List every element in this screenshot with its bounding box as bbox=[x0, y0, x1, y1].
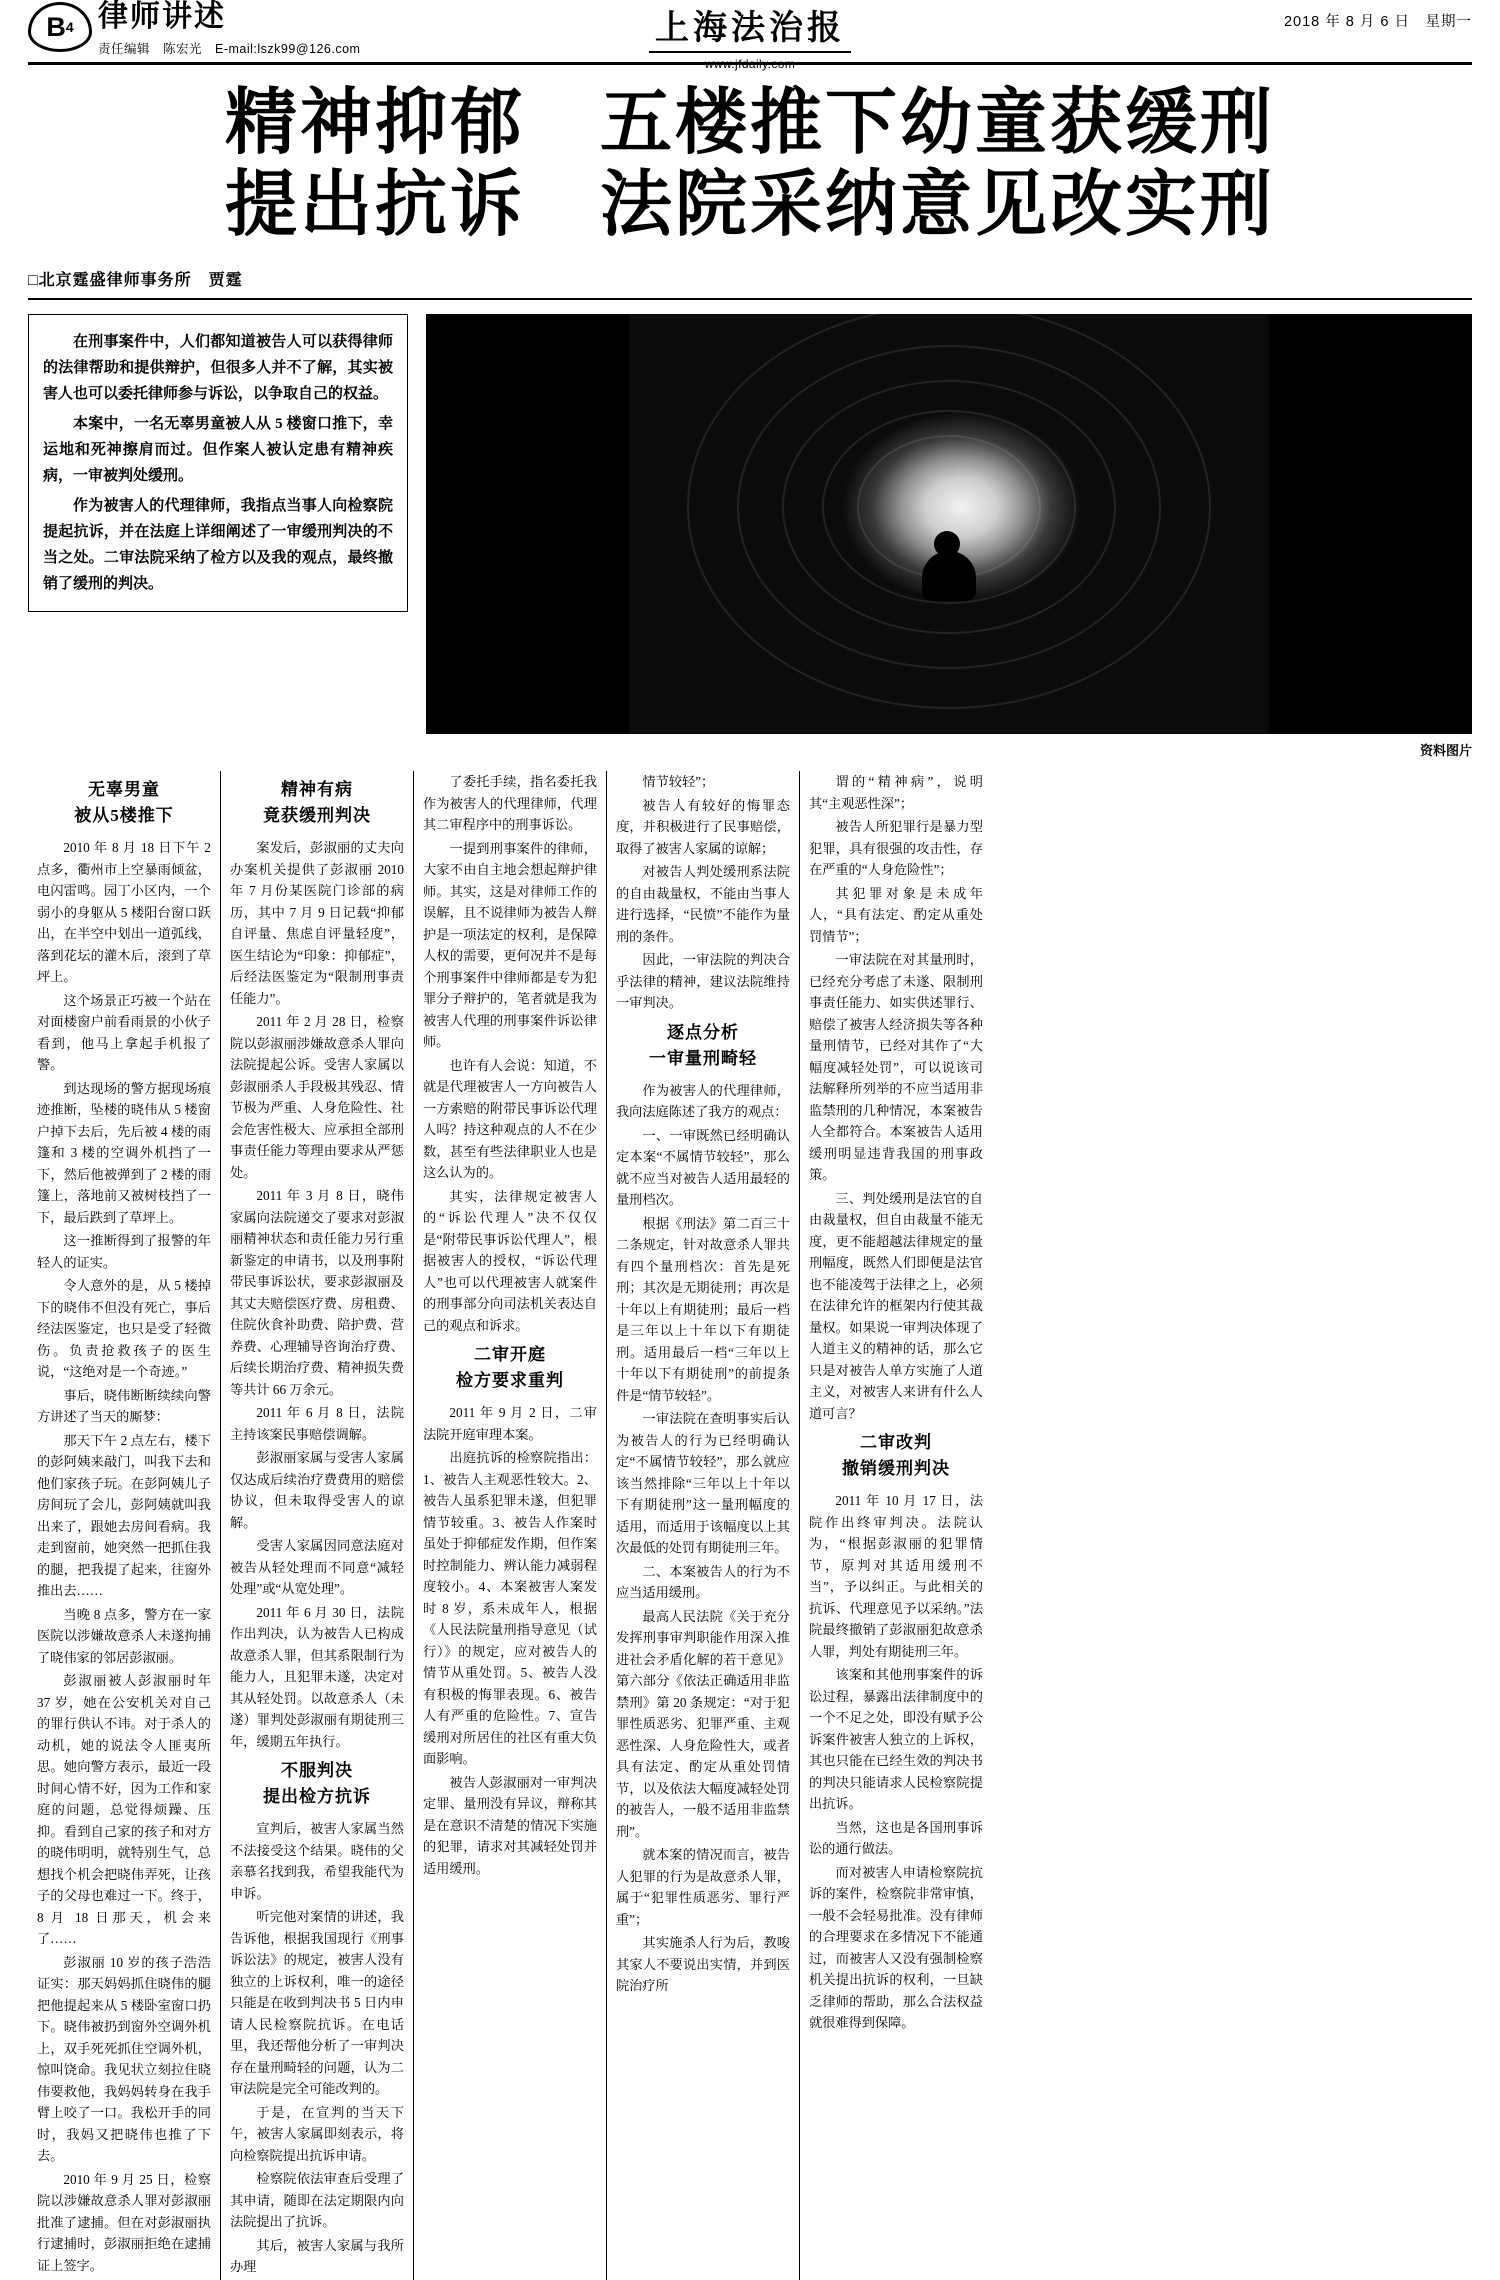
paragraph: 那天下午 2 点左右，楼下的彭阿姨来敲门，叫我下去和他们家孩子玩。在彭阿姨儿子房间玩了会儿，彭阿姨就叫我出来了，跟她去房间看病。我走到窗前，她突然一把抓住我的腿，把我提了起来，往窗外推出去…… bbox=[37, 1432, 211, 1598]
column-1 bbox=[28, 771, 221, 2280]
paragraph: 因此，一审法院的判决合乎法律的精神，建议法院维持一审判决。 bbox=[616, 952, 790, 1010]
lead-paragraph: 在刑事案件中，人们都知道被告人可以获得律师的法律帮助和提供辩护，但很多人并不了解，其实被害人也可以委托律师参与诉讼，以争取自己的权益。 bbox=[43, 334, 393, 402]
paragraph: 二、本案被告人的行为不应当适用缓刑。 bbox=[616, 1563, 790, 1600]
section-badge-letter: B bbox=[46, 11, 66, 42]
paragraph: 最高人民法院《关于充分发挥刑事审判职能作用深入推进社会矛盾化解的若干意见》第六部分《依法正确适用非监禁刑》第 20 条规定：“对于犯罪性质恶劣、犯罪严重、主观恶性深、人身危险性大，或者具有法定、酌定从重处罚情节，以及依法大幅度减轻处罚的被告人，一般不适用非监禁刑”。 bbox=[616, 1608, 790, 1839]
paragraph: 该案和其他刑事案件的诉讼过程，暴露出法律制度中的一个不足之处，即没有赋予公诉案件被害人独立的上诉权，其也只能在已经生效的判决书的判决只能请求人民检察院提出抗诉。 bbox=[809, 1667, 983, 1811]
paragraph: 2011 年 2 月 28 日，检察院以彭淑丽涉嫌故意杀人罪向法院提起公诉。受害人家属以彭淑丽杀人手段极其残忍、情节极为严重、人身危险性、社会危害性极大、应承担全部刑事责任能力等理由要求从严惩处。 bbox=[230, 1014, 404, 1180]
paragraph: 于是，在宣判的当天下午，被害人家属即刻表示，将向检察院提出抗诉申请。 bbox=[230, 2104, 404, 2163]
paragraph: 受害人家属因同意法庭对被告从轻处理而不同意“减轻处理”或“从宽处理”。 bbox=[230, 1538, 404, 1596]
paragraph: 2011 年 9 月 2 日，二审法院开庭审理本案。 bbox=[423, 1405, 597, 1442]
section-heading-1 bbox=[37, 777, 211, 829]
paragraph: 其后，被害人家属与我所办理 bbox=[230, 2237, 404, 2274]
paragraph: 2010 年 9 月 25 日，检察院以涉嫌故意杀人罪对彭淑丽批准了逮捕。但在对彭淑丽执行逮捕时，彭淑丽拒绝在逮捕证上签字。 bbox=[37, 2171, 211, 2273]
section-heading-3-line1: 不服判决 bbox=[281, 1761, 353, 1780]
paragraph: 2010 年 8 月 18 日下午 2 点多，衢州市上空暴雨倾盆，电闪雷鸣。园丁小区内，一个弱小的身躯从 5 楼阳台窗口跃出，在半空中划出一道弧线，落到花坛的灌木后，滚到了草坪上。 bbox=[37, 840, 211, 984]
paper-url: www.jfdaily.com bbox=[704, 57, 796, 71]
paragraph: 作为被害人的代理律师，我向法庭陈述了我方的观点： bbox=[616, 1082, 790, 1119]
paragraph: 检察院依法审查后受理了其申请，随即在法定期限内向法院提出了抗诉。 bbox=[230, 2171, 404, 2229]
paragraph: 宣判后，被害人家属当然不法接受这个结果。晓伟的父亲慕名找到我，希望我能代为申诉。 bbox=[230, 1821, 404, 1901]
paper-nameplate bbox=[649, 0, 851, 71]
section-title: 律师讲述 bbox=[98, 0, 226, 34]
column-5 bbox=[800, 771, 992, 2280]
paragraph: 对被告人判处缓刑系法院的自由裁量权，不能由当事人进行选择，“民愤”不能作为量刑的条件。 bbox=[616, 864, 790, 944]
issue-date: 2018 年 8 月 6 日 星期一 bbox=[1283, 14, 1472, 30]
paragraph: 被告人所犯罪行是暴力型犯罪，具有很强的攻击性，存在严重的“人身危险性”； bbox=[809, 819, 983, 877]
section-heading-3-line2: 提出检方抗诉 bbox=[263, 1787, 371, 1806]
paragraph: 就本案的情况而言，被告人犯罪的行为是故意杀人罪，属于“犯罪性质恶劣、罪行严重”； bbox=[616, 1847, 790, 1927]
photo-caption: 资料图片 bbox=[1419, 743, 1472, 758]
headline-line-2: 提出抗诉 法院采纳意见改实刑 bbox=[224, 161, 1275, 246]
paragraph: 一提到刑事案件的律师，大家不由自主地会想起辩护律师。其实，这是对律师工作的误解，且不说律师为被告人辩护是一项法定的权利，是保障人权的需要，更何况并不是每个刑事案件中律师都是专为犯罪分子辩护的，笔者就是我为被害人代理的刑事案件诉讼律师。 bbox=[423, 840, 597, 1049]
paper-name: 上海法治报 bbox=[649, 0, 851, 53]
column-2 bbox=[221, 771, 414, 2280]
section-badge bbox=[28, 2, 92, 52]
paragraph: 2011 年 6 月 8 日，法院主持该案民事赔偿调解。 bbox=[230, 1405, 404, 1442]
section-heading-2-line1: 精神有病 bbox=[281, 780, 353, 799]
paragraph: 2011 年 3 月 8 日，晓伟家属向法院递交了要求对彭淑丽精神状态和责任能力另行重新鉴定的申请书，以及刑事附带民事诉讼状，要求彭淑丽及其丈夫赔偿医疗费、房租费、住院伙食补助费、陪护费、营养费、心理辅导咨询治疗费、后续长期治疗费、精神损失费等共计 66 万余元。 bbox=[230, 1188, 404, 1397]
section-heading-1-line1: 无辜男童 bbox=[88, 780, 160, 799]
section-heading-6-line2: 撤销缓刑判决 bbox=[842, 1459, 950, 1478]
silhouette-figure bbox=[920, 531, 978, 601]
paragraph: 彭淑丽 10 岁的孩子浩浩证实：那天妈妈抓住晓伟的腿把他提起来从 5 楼卧室窗口扔下。晓伟被扔到窗外空调外机上，双手死死抓住空调外机，惊叫饶命。我见状立刻拉住晓伟要救他，我妈妈转身在我手臂上咬了一口。我松开手的同时，我妈又把晓伟也推了下去。 bbox=[37, 1954, 211, 2163]
paragraph: 2011 年 10 月 17 日，法院作出终审判决。法院认为，“根据彭淑丽的犯罪情节，原判对其适用缓刑不当”，予以纠正。与此相关的抗诉、代理意见予以采纳。”法院最终撤销了彭淑丽犯故意杀人罪，判处有期徒刑三年。 bbox=[809, 1493, 983, 1659]
paragraph: 彭淑丽被人彭淑丽时年 37 岁，她在公安机关对自己的罪行供认不讳。对于杀人的动机，她的说法令人匪夷所思。她向警方表示，最近一段时间心情不好，因为工作和家庭的问题，总觉得烦躁、压抑。看到自己家的孩子和对方的晓伟明明，就特别生气，总想找个机会把晓伟弄死，让孩子的父母也难过一下。终于，8 月 18 日那天，机会来了…… bbox=[37, 1673, 211, 1946]
paragraph: 谓的“精神病”，说明其“主观恶性深”； bbox=[809, 774, 983, 811]
paragraph: 其实施杀人行为后，教唆其家人不要说出实情，并到医院治疗所 bbox=[616, 1935, 790, 1993]
section-heading-2-line2: 竟获缓刑判决 bbox=[263, 806, 371, 825]
paragraph: 也许有人会说：知道，不就是代理被害人一方向被告人一方索赔的附带民事诉讼代理人吗？持这种观点的人不在少数，甚至有些法律职业人也是这么认为的。 bbox=[423, 1057, 597, 1180]
headline-line-1: 精神抑郁 五楼推下幼童获缓刑 bbox=[224, 79, 1275, 164]
lead-paragraph: 本案中，一名无辜男童被人从 5 楼窗口推下，幸运地和死神擦肩而过。但作案人被认定患有精神疾病，一审被判处缓刑。 bbox=[43, 416, 393, 484]
section-heading-1-line2: 被从5楼推下 bbox=[74, 806, 174, 825]
masthead bbox=[28, 0, 1472, 71]
paragraph: 这一推断得到了报警的年轻人的证实。 bbox=[37, 1233, 211, 1270]
paragraph: 一、一审既然已经明确认定本案“不属情节较轻”，那么就不应当对被告人适用最轻的量刑档次。 bbox=[616, 1127, 790, 1207]
paragraph: 其犯罪对象是未成年人，“具有法定、酌定从重处罚情节”； bbox=[809, 885, 983, 944]
column-3 bbox=[414, 771, 607, 2280]
section-title-block bbox=[98, 0, 360, 57]
paragraph: 被告人彭淑丽对一审判决定罪、量刑没有异议，辩称其是在意识不清楚的情况下实施的犯罪，请求对其减轻处罚并适用缓刑。 bbox=[423, 1774, 597, 1876]
article-columns bbox=[28, 771, 1472, 2280]
paragraph: 这个场景正巧被一个站在对面楼窗户前看雨景的小伙子看到，他马上拿起手机报了警。 bbox=[37, 992, 211, 1072]
paragraph: 到达现场的警方据现场痕迹推断，坠楼的晓伟从 5 楼窗户掉下去后，先后被 4 楼的雨篷和 3 楼的空调外机挡了一下，然后他被弹到了 2 楼的雨篷上，落地前又被树枝挡了一下，最后跌到了草坪上。 bbox=[37, 1080, 211, 1225]
section-heading-6 bbox=[809, 1430, 983, 1482]
section-heading-5-line1: 逐点分析 bbox=[667, 1022, 739, 1042]
paragraph: 根据《刑法》第二百三十二条规定，针对故意杀人罪共有四个量刑档次：首先是死刑；其次是无期徒刑；再次是十年以上有期徒刑；最后一档是三年以上十年以下有期徒刑。适用最后一档“三年以上十年以下有期徒刑”的前提条件是“情节较轻”。 bbox=[616, 1215, 790, 1403]
paragraph: 听完他对案情的讲述，我告诉他，根据我国现行《刑事诉讼法》的规定，被害人没有独立的上诉权利，唯一的途径只能是在收到判决书 5 日内申请人民检察院抗诉。在电话里，我还帮他分析了一审判决存在量刑畸轻的问题，认为二审法院是完全可能改判的。 bbox=[230, 1909, 404, 2096]
photo-block bbox=[426, 314, 1472, 759]
paragraph: 2011 年 6 月 30 日，法院作出判决，认为被告人已构成故意杀人罪，但其系限制行为能力人，且犯罪未遂，决定对其从轻处罚。以故意杀人（未遂）罪判处彭淑丽有期徒刑三年，缓期五年执行。 bbox=[230, 1604, 404, 1749]
lead-box bbox=[28, 314, 408, 759]
paragraph: 当然，这也是各国刑事诉讼的通行做法。 bbox=[809, 1819, 983, 1856]
section-heading-6-line1: 二审改判 bbox=[860, 1433, 932, 1452]
paragraph: 三、判处缓刑是法官的自由裁量权，但自由裁量不能无度，更不能超越法律规定的量刑幅度，既然人们即便是法官也不能凌驾于法律之上，必须在法律允许的框架内行使其裁量权。如果说一审判决体现了人道主义的精神的话，那么它只是对被告人单方实施了人道主义，对被害人来讲有什么人道可言？ bbox=[809, 1190, 983, 1421]
column-4 bbox=[607, 771, 800, 2280]
byline: □北京霆盛律师事务所 贾霆 bbox=[28, 272, 243, 289]
paragraph: 案发后，彭淑丽的丈夫向办案机关提供了彭淑丽 2010 年 7 月份某医院门诊部的病历，其中 7 月 9 日记载“抑郁自评量、焦虑自评量轻度”，医生结论为“印象：抑郁症”，后经法医鉴定为“限制刑事责任能力”。 bbox=[230, 840, 404, 1006]
paragraph: 情节较轻”； bbox=[642, 774, 715, 789]
headline bbox=[28, 81, 1472, 245]
article-photo bbox=[426, 314, 1472, 734]
section-heading-4-line1: 二审开庭 bbox=[474, 1345, 546, 1364]
section-badge-number: 4 bbox=[65, 19, 74, 35]
section-heading-5-line2: 一审量刑畸轻 bbox=[649, 1048, 757, 1068]
paragraph: 了委托手续，指名委托我作为被害人的代理律师，代理其二审程序中的刑事诉讼。 bbox=[423, 774, 597, 832]
section-heading-4-line2: 检方要求重判 bbox=[456, 1371, 564, 1390]
paragraph: 出庭抗诉的检察院指出：1、被告人主观恶性较大。2、被告人虽系犯罪未遂，但犯罪情节较重。3、被告人作案时虽处于抑郁症发作期，但作案时控制能力、辨认能力减弱程度较小。4、本案被害人案发时 8 岁，系未成年人，根据《人民法院量刑指导意见（试行）》的规定，应对被告人的情节从重处罚。5、被告人没有积极的悔罪表现。6、被告人有严重的危险性。7、宣告缓刑对所居住的社区有重大负面影响。 bbox=[423, 1450, 597, 1766]
lead-photo-row bbox=[28, 314, 1472, 759]
paragraph: 令人意外的是，从 5 楼掉下的晓伟不但没有死亡，事后经法医鉴定，也只是受了轻微伤。负责抢救孩子的医生说，“这绝对是一个奇迹。” bbox=[37, 1278, 211, 1379]
paragraph: 而对被害人申请检察院抗诉的案件，检察院非常审慎，一般不会轻易批准。没有律师的合理要求在多情况下不能通过，而被害人又没有强制检察机关提出抗诉的权利，一旦缺乏律师的帮助，那么合法权益就很难得到保障。 bbox=[809, 1864, 983, 2030]
paragraph: 事后，晓伟断断续续向警方讲述了当天的厮梦： bbox=[37, 1387, 211, 1424]
paragraph: 彭淑丽家属与受害人家属仅达成后续治疗费费用的赔偿协议，但未取得受害人的谅解。 bbox=[230, 1450, 404, 1530]
section-heading-2 bbox=[230, 777, 404, 829]
divider bbox=[28, 298, 1472, 300]
section-heading-5 bbox=[616, 1020, 790, 1072]
editor-line: 责任编辑 陈宏光 E-mail:lszk99@126.com bbox=[98, 42, 361, 56]
paragraph: 被告人有较好的悔罪态度，并积极进行了民事赔偿，取得了被害人家属的谅解； bbox=[616, 797, 790, 856]
section-heading-4 bbox=[423, 1342, 597, 1394]
paragraph: 一审法院在对其量刑时，已经充分考虑了未遂、限制刑事责任能力、如实供述罪行、赔偿了被害人经济损失等各种量刑情节，已经对其作了“大幅度减轻处罚”，可以说该司法解释所列举的不应当适用非监禁刑的几种情况，本案被告人全都符合。本案被告人适用缓刑明显违背我国的刑事政策。 bbox=[809, 952, 983, 1182]
paragraph: 其实，法律规定被害人的“诉讼代理人”决不仅仅是“附带民事诉讼代理人”，根据被害人的授权，“诉讼代理人”也可以代理被害人就案件的刑事部分向司法机关表达自己的观点和诉求。 bbox=[423, 1188, 597, 1333]
lead-text bbox=[28, 314, 408, 612]
tunnel-image bbox=[629, 314, 1269, 734]
lead-paragraph: 作为被害人的代理律师，我指点当事人向检察院提起抗诉，并在法庭上详细阐述了一审缓刑判决的不当之处。二审法院采纳了检方以及我的观点，最终撤销了缓刑的判决。 bbox=[43, 498, 393, 592]
paragraph: 一审法院在查明事实后认为被告人的行为已经明确认定“不属情节较轻”，那么就应该当然排除“三年以上十年以下有期徒刑”这一量刑幅度的适用，而适用于该幅度以上其次最低的处罚有期徒刑三年。 bbox=[616, 1411, 790, 1555]
section-heading-3 bbox=[230, 1758, 404, 1810]
paragraph: 当晚 8 点多，警方在一家医院以涉嫌故意杀人未遂拘捕了晓伟家的邻居彭淑丽。 bbox=[37, 1606, 211, 1665]
